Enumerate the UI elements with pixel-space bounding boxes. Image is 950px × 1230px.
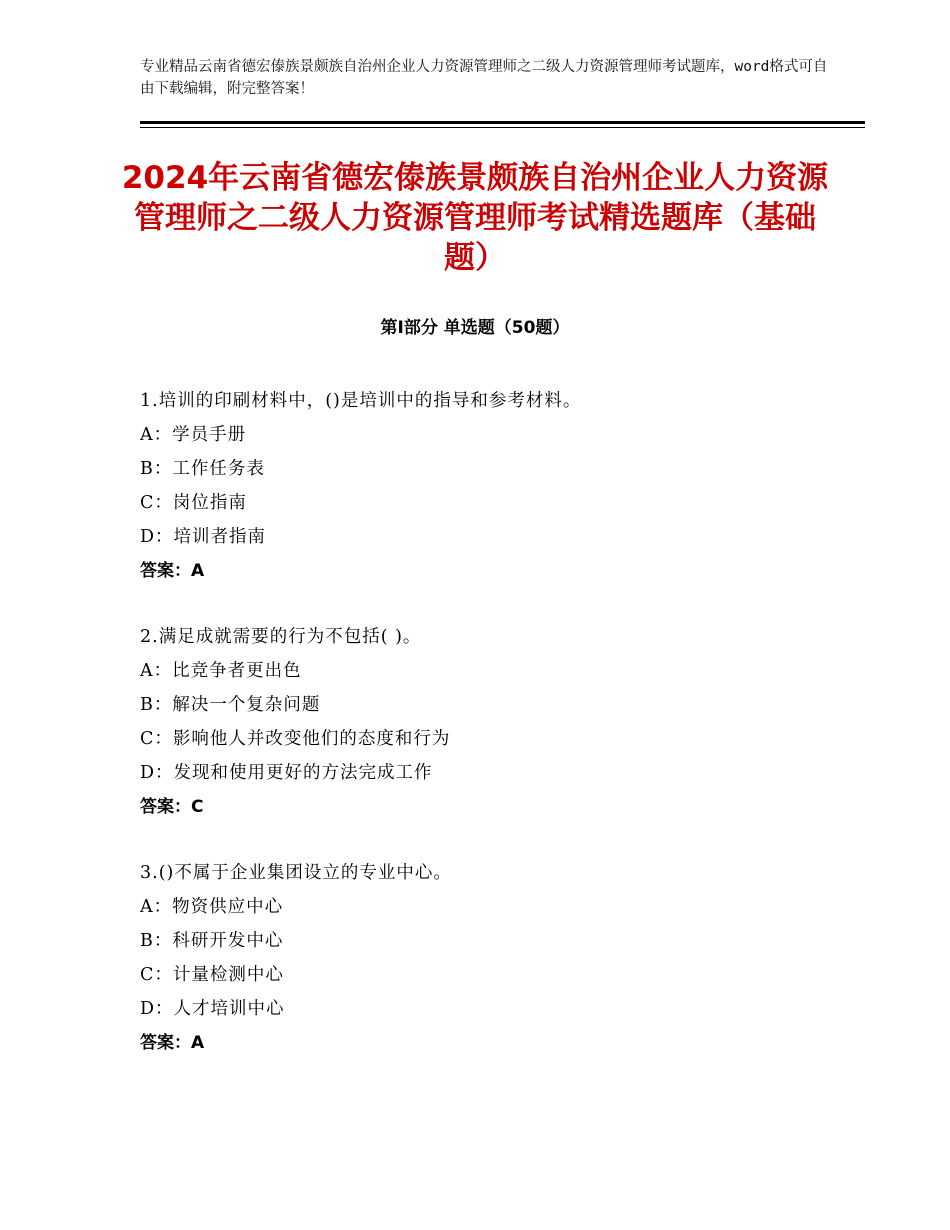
answer: 答案：A — [140, 561, 205, 581]
option-a: A：比竞争者更出色 — [140, 661, 302, 681]
question-list — [140, 384, 860, 1092]
option-c: C：计量检测中心 — [140, 965, 284, 985]
option-b: B：工作任务表 — [140, 459, 265, 479]
header-rule-thick — [140, 121, 865, 124]
answer: 答案：C — [140, 797, 204, 817]
option-c: C：影响他人并改变他们的态度和行为 — [140, 729, 451, 749]
option-d: D：发现和使用更好的方法完成工作 — [140, 763, 433, 783]
question-stem: 3.()不属于企业集团设立的专业中心。 — [140, 863, 452, 883]
option-d: D：人才培训中心 — [140, 999, 285, 1019]
option-b: B：科研开发中心 — [140, 931, 284, 951]
header-note: 专业精品云南省德宏傣族景颇族自治州企业人力资源管理师之二级人力资源管理师考试题库，word格式可自由下载编辑，附完整答案！ — [140, 59, 828, 97]
option-a: A：学员手册 — [140, 425, 247, 445]
question-1 — [140, 384, 860, 588]
answer: 答案：A — [140, 1033, 205, 1053]
document-title: 2024年云南省德宏傣族景颇族自治州企业人力资源管理师之二级人力资源管理师考试精选题库（基础题） — [121, 160, 829, 276]
option-d: D：培训者指南 — [140, 527, 267, 547]
section-heading: 第Ⅰ部分 单选题（50题） — [380, 318, 570, 338]
question-stem: 1.培训的印刷材料中，()是培训中的指导和参考材料。 — [140, 391, 582, 411]
header-rule-thin — [140, 127, 865, 128]
option-a: A：物资供应中心 — [140, 897, 284, 917]
question-stem: 2.满足成就需要的行为不包括( )。 — [140, 627, 422, 647]
question-3 — [140, 856, 860, 1060]
question-2 — [140, 620, 860, 824]
option-b: B：解决一个复杂问题 — [140, 695, 321, 715]
option-c: C：岗位指南 — [140, 493, 247, 513]
